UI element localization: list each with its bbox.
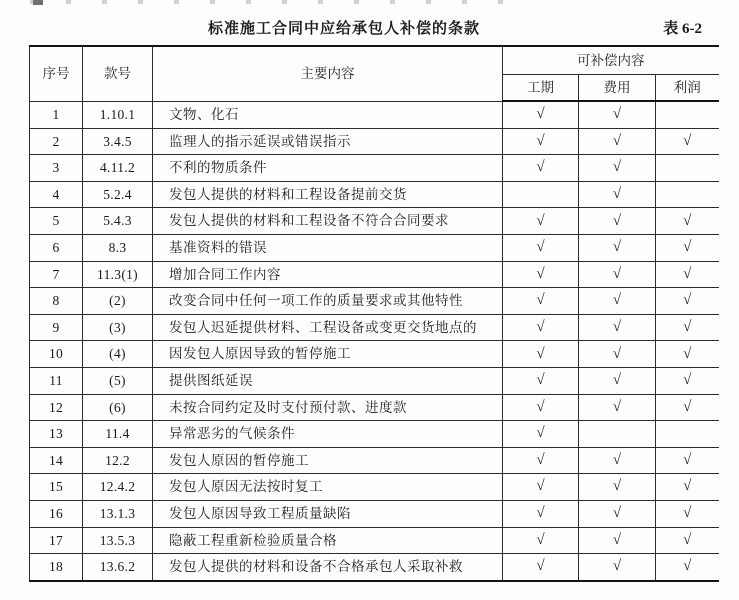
clause-cell: (6) [83, 394, 153, 421]
cost-check-cell: √ [579, 261, 656, 288]
content-cell: 发包人迟延提供材料、工程设备或变更交货地点的 [153, 314, 503, 341]
table-number-label: 表 6-2 [663, 21, 702, 37]
table-row [30, 261, 719, 288]
duration-check-cell: √ [503, 208, 579, 235]
cost-check-cell: √ [579, 181, 656, 208]
duration-check-cell: √ [503, 341, 579, 368]
profit-check-cell: √ [656, 128, 719, 155]
content-cell: 文物、化石 [153, 101, 503, 128]
table-row [30, 155, 719, 182]
profit-check-cell: √ [656, 394, 719, 421]
header-duration: 工期 [503, 75, 579, 102]
header-cost: 费用 [579, 75, 656, 102]
clause-cell: 4.11.2 [83, 155, 153, 182]
cost-check-cell: √ [579, 367, 656, 394]
profit-check-cell: √ [656, 500, 719, 527]
cost-check-cell: √ [579, 447, 656, 474]
duration-check-cell: √ [503, 234, 579, 261]
duration-check-cell: √ [503, 288, 579, 315]
header-profit: 利润 [656, 75, 719, 102]
seq-cell: 15 [30, 474, 83, 501]
content-cell: 异常恶劣的气候条件 [153, 421, 503, 448]
table-row [30, 500, 719, 527]
cost-check-cell [579, 421, 656, 448]
seq-cell: 14 [30, 447, 83, 474]
header-clause: 款号 [83, 46, 153, 101]
cost-check-cell: √ [579, 314, 656, 341]
header-seq: 序号 [30, 46, 83, 101]
profit-check-cell: √ [656, 447, 719, 474]
cost-check-cell: √ [579, 101, 656, 128]
duration-check-cell: √ [503, 261, 579, 288]
clause-cell: 12.2 [83, 447, 153, 474]
clause-cell: 3.4.5 [83, 128, 153, 155]
header-content: 主要内容 [153, 46, 503, 101]
cropped-text-fragment [30, 0, 508, 4]
clause-cell: 11.3(1) [83, 261, 153, 288]
content-cell: 发包人原因的暂停施工 [153, 447, 503, 474]
seq-cell: 17 [30, 527, 83, 554]
profit-check-cell: √ [656, 527, 719, 554]
compensation-clauses-table [29, 45, 719, 582]
table-row [30, 447, 719, 474]
table-title: 标准施工合同中应给承包人补偿的条款 [207, 21, 480, 37]
table-row [30, 341, 719, 368]
duration-check-cell [503, 181, 579, 208]
cost-check-cell: √ [579, 208, 656, 235]
seq-cell: 11 [30, 367, 83, 394]
clause-cell: (2) [83, 288, 153, 315]
table-row [30, 421, 719, 448]
table-row [30, 527, 719, 554]
duration-check-cell: √ [503, 447, 579, 474]
clause-cell: 12.4.2 [83, 474, 153, 501]
content-cell: 发包人原因导致工程质量缺陷 [153, 500, 503, 527]
clause-cell: 1.10.1 [83, 101, 153, 128]
profit-check-cell: √ [656, 474, 719, 501]
profit-check-cell: √ [656, 554, 719, 581]
content-cell: 发包人提供的材料和工程设备不符合合同要求 [153, 208, 503, 235]
duration-check-cell: √ [503, 394, 579, 421]
cost-check-cell: √ [579, 394, 656, 421]
table-row [30, 288, 719, 315]
content-cell: 基准资料的错误 [153, 234, 503, 261]
content-cell: 改变合同中任何一项工作的质量要求或其他特性 [153, 288, 503, 315]
cost-check-cell: √ [579, 554, 656, 581]
seq-cell: 10 [30, 341, 83, 368]
seq-cell: 9 [30, 314, 83, 341]
table-row [30, 234, 719, 261]
duration-check-cell: √ [503, 527, 579, 554]
clause-cell: (5) [83, 367, 153, 394]
cost-check-cell: √ [579, 500, 656, 527]
header-compensable-group: 可补偿内容 [503, 46, 719, 75]
cost-check-cell: √ [579, 341, 656, 368]
duration-check-cell: √ [503, 500, 579, 527]
profit-check-cell: √ [656, 367, 719, 394]
table-row [30, 314, 719, 341]
profit-check-cell: √ [656, 314, 719, 341]
cost-check-cell: √ [579, 527, 656, 554]
clause-cell: 13.1.3 [83, 500, 153, 527]
seq-cell: 7 [30, 261, 83, 288]
content-cell: 发包人提供的材料和工程设备提前交货 [153, 181, 503, 208]
seq-cell: 3 [30, 155, 83, 182]
table-row [30, 208, 719, 235]
cost-check-cell: √ [579, 288, 656, 315]
clause-cell: 5.2.4 [83, 181, 153, 208]
table-row [30, 554, 719, 581]
cropped-text-fragment [33, 0, 43, 5]
duration-check-cell: √ [503, 314, 579, 341]
table-row [30, 101, 719, 128]
cost-check-cell: √ [579, 128, 656, 155]
content-cell: 因发包人原因导致的暂停施工 [153, 341, 503, 368]
profit-check-cell: √ [656, 261, 719, 288]
clause-cell: 13.6.2 [83, 554, 153, 581]
seq-cell: 2 [30, 128, 83, 155]
duration-check-cell: √ [503, 101, 579, 128]
cost-check-cell: √ [579, 234, 656, 261]
seq-cell: 18 [30, 554, 83, 581]
table-header [30, 46, 719, 101]
clause-cell: 8.3 [83, 234, 153, 261]
clause-cell: 13.5.3 [83, 527, 153, 554]
clause-cell: 11.4 [83, 421, 153, 448]
duration-check-cell: √ [503, 155, 579, 182]
cost-check-cell: √ [579, 155, 656, 182]
table-body [30, 101, 719, 581]
profit-check-cell [656, 155, 719, 182]
table-row [30, 128, 719, 155]
seq-cell: 8 [30, 288, 83, 315]
profit-check-cell [656, 101, 719, 128]
profit-check-cell: √ [656, 341, 719, 368]
clause-cell: (4) [83, 341, 153, 368]
table-row [30, 181, 719, 208]
duration-check-cell: √ [503, 474, 579, 501]
duration-check-cell: √ [503, 367, 579, 394]
profit-check-cell: √ [656, 288, 719, 315]
seq-cell: 13 [30, 421, 83, 448]
content-cell: 隐蔽工程重新检验质量合格 [153, 527, 503, 554]
content-cell: 未按合同约定及时支付预付款、进度款 [153, 394, 503, 421]
table-row [30, 394, 719, 421]
seq-cell: 4 [30, 181, 83, 208]
table-caption-row [30, 17, 718, 39]
table-row [30, 367, 719, 394]
content-cell: 不利的物质条件 [153, 155, 503, 182]
duration-check-cell: √ [503, 554, 579, 581]
seq-cell: 12 [30, 394, 83, 421]
profit-check-cell [656, 181, 719, 208]
duration-check-cell: √ [503, 128, 579, 155]
content-cell: 发包人提供的材料和设备不合格承包人采取补救 [153, 554, 503, 581]
content-cell: 发包人原因无法按时复工 [153, 474, 503, 501]
seq-cell: 1 [30, 101, 83, 128]
profit-check-cell [656, 421, 719, 448]
content-cell: 监理人的指示延误或错误指示 [153, 128, 503, 155]
seq-cell: 16 [30, 500, 83, 527]
content-cell: 提供图纸延误 [153, 367, 503, 394]
table-row [30, 474, 719, 501]
duration-check-cell: √ [503, 421, 579, 448]
seq-cell: 6 [30, 234, 83, 261]
clause-cell: 5.4.3 [83, 208, 153, 235]
content-cell: 增加合同工作内容 [153, 261, 503, 288]
profit-check-cell: √ [656, 234, 719, 261]
profit-check-cell: √ [656, 208, 719, 235]
cost-check-cell: √ [579, 474, 656, 501]
clause-cell: (3) [83, 314, 153, 341]
seq-cell: 5 [30, 208, 83, 235]
